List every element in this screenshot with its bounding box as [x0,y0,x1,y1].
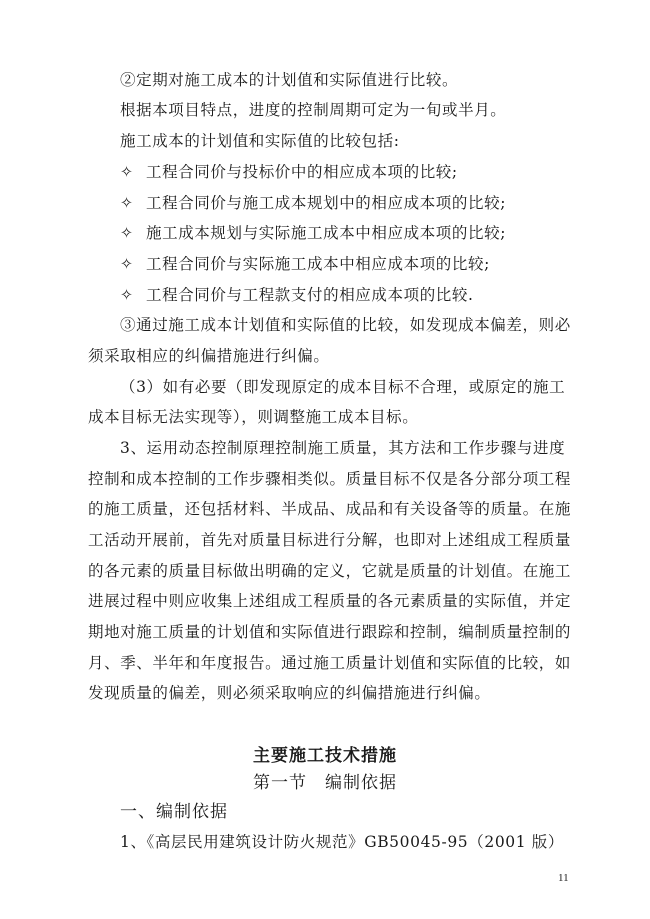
paragraph-quality-line: 发现质量的偏差，则必须采取响应的纠偏措施进行纠偏。 [88,684,491,702]
main-heading: 主要施工技术措施 [253,746,397,766]
paragraph-quality-line: 月、季、半年和年度报告。通过施工质量计划值和实际值的比较，如 [88,654,572,672]
paragraph-compare-values: ②定期对施工成本的计划值和实际值进行比较。 [120,71,459,89]
diamond-bullet-icon: ✧ [120,286,134,304]
list-item [120,222,506,244]
page-number: 11 [558,872,569,884]
paragraph-cost-deviation-line2: 须采取相应的纠偏措施进行纠偏。 [88,347,330,365]
paragraph-cost-deviation-line1: ③通过施工成本计划值和实际值的比较，如发现成本偏差，则必 [120,316,571,334]
paragraph-quality-line: 的各元素的质量目标做出明确的定义，它就是质量的计划值。在施工 [88,562,572,580]
list-item-text: 工程合同价与施工成本规划中的相应成本项的比较; [146,194,507,212]
paragraph-quality-line: 控制和成本控制的工作步骤相类似。质量目标不仅是各分部分项工程 [88,470,572,488]
diamond-bullet-icon: ✧ [120,255,134,273]
paragraph-quality-line: 期地对施工质量的计划值和实际值进行跟踪和控制，编制质量控制的 [88,623,572,641]
section-heading: 第一节 编制依据 [253,773,397,793]
paragraph-quality-line: 工活动开展前，首先对质量目标进行分解，也即对上述组成工程质量 [88,531,572,549]
list-item-text: 工程合同价与工程款支付的相应成本项的比较. [146,286,474,304]
paragraph-quality-line: 的施工质量，还包括材料、半成品、成品和有关设备等的质量。在施 [88,500,572,518]
list-item-text: 施工成本规划与实际施工成本中相应成本项的比较; [146,224,507,242]
paragraph-control-period: 根据本项目特点，进度的控制周期可定为一旬或半月。 [120,101,507,119]
diamond-bullet-icon: ✧ [120,224,134,242]
list-item [120,253,490,275]
paragraph-adjust-target-line2: 成本目标无法实现等），则调整施工成本目标。 [88,408,419,426]
diamond-bullet-icon: ✧ [120,194,134,212]
list-item-text: 工程合同价与投标价中的相应成本项的比较; [146,163,458,181]
diamond-bullet-icon: ✧ [120,163,134,181]
list-item-text: 工程合同价与实际施工成本中相应成本项的比较; [146,255,490,273]
list-item [120,161,458,183]
paragraph-quality-line: 3、运用动态控制原理控制施工质量，其方法和工作步骤与进度 [120,439,566,457]
subsection-heading: 一、编制依据 [120,802,228,822]
list-item [120,192,506,214]
reference-item-1: 1、《高层民用建筑设计防火规范》GB50045-95（2001 版） [120,833,564,851]
paragraph-comparison-includes: 施工成本的计划值和实际值的比较包括: [120,132,400,150]
paragraph-adjust-target-line1: （3）如有必要（即发现原定的成本目标不合理，或原定的施工 [120,378,566,396]
paragraph-quality-line: 进展过程中则应收集上述组成工程质量的各元素质量的实际值，并定 [88,592,572,610]
list-item [120,284,474,306]
